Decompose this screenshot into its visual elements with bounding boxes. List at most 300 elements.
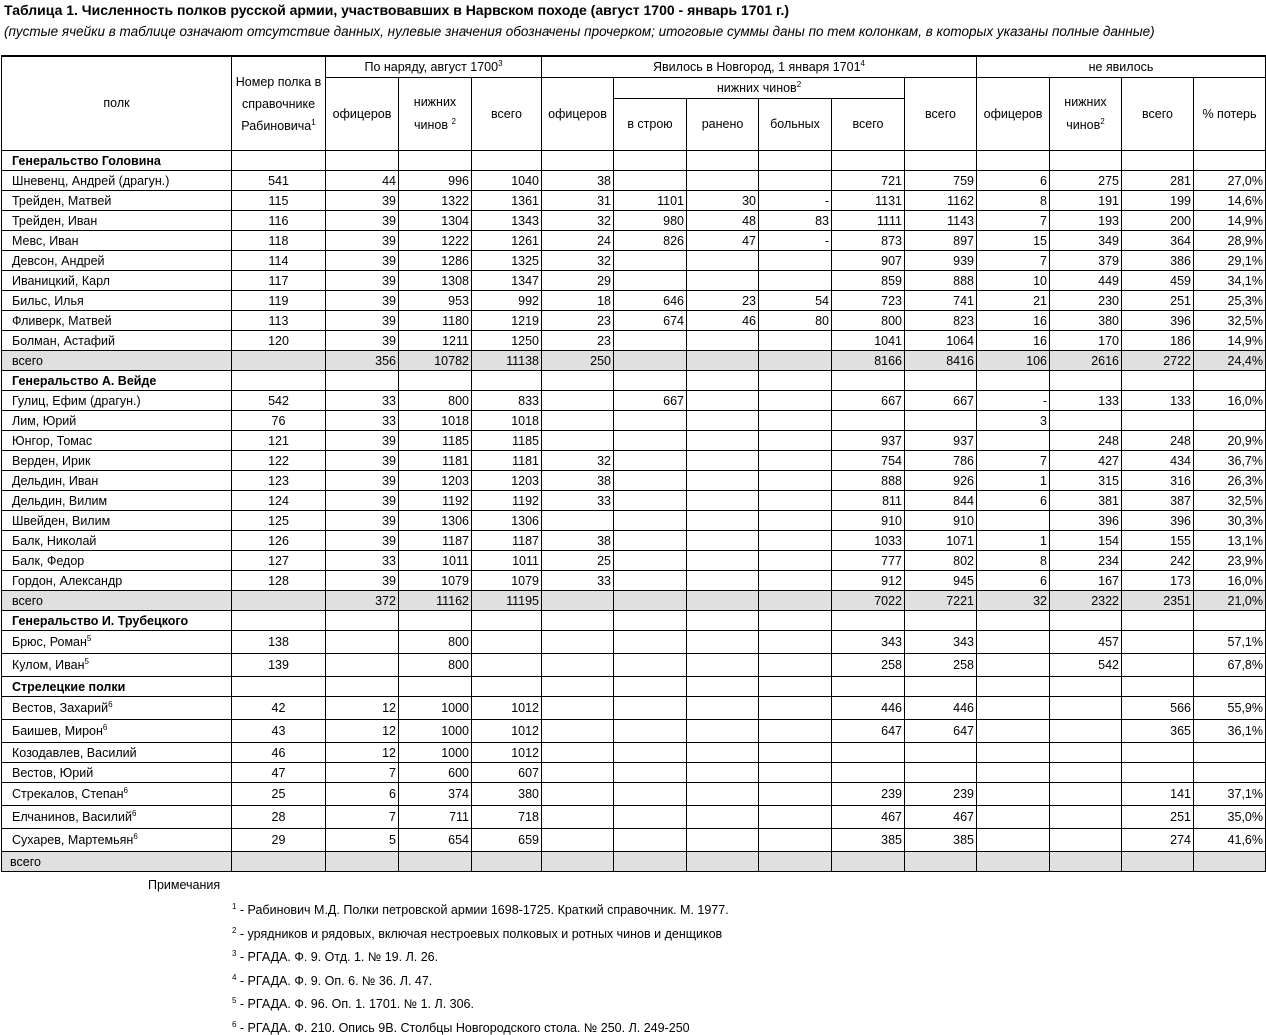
- table-cell: 39: [326, 531, 399, 551]
- regiment-name: Брюс, Роман: [12, 635, 87, 649]
- table-cell: [977, 431, 1050, 451]
- regiment-name-cell: [2, 720, 232, 743]
- table-cell: 239: [905, 783, 977, 806]
- table-row: [2, 697, 1266, 720]
- table-cell: [399, 151, 472, 171]
- table-cell: -: [759, 231, 832, 251]
- table-cell: [687, 591, 759, 611]
- table-cell: [542, 151, 614, 171]
- table-cell: [326, 151, 399, 171]
- table-cell: 46: [687, 311, 759, 331]
- table-cell: 1361: [472, 191, 542, 211]
- total-row: [2, 351, 1266, 371]
- table-cell: [1194, 852, 1266, 872]
- table-cell: [614, 783, 687, 806]
- table-cell: [759, 371, 832, 391]
- table-cell: 193: [1050, 211, 1122, 231]
- table-cell: [614, 511, 687, 531]
- table-cell: 14,9%: [1194, 211, 1266, 231]
- table-cell: 248: [1122, 431, 1194, 451]
- col-group-arrived-label: Явилось в Новгород, 1 января 1701: [653, 60, 861, 74]
- table-cell: 32: [542, 451, 614, 471]
- table-cell: 646: [614, 291, 687, 311]
- table-cell: [614, 271, 687, 291]
- table-cell: [687, 451, 759, 471]
- table-cell: [326, 677, 399, 697]
- table-cell: 23: [542, 331, 614, 351]
- table-cell: 754: [832, 451, 905, 471]
- table-cell: [759, 763, 832, 783]
- table-cell: 124: [232, 491, 326, 511]
- table-cell: 173: [1122, 571, 1194, 591]
- table-cell: 33: [326, 391, 399, 411]
- regiment-name-cell: [2, 511, 232, 531]
- table-cell: [1050, 743, 1122, 763]
- table-cell: 44: [326, 171, 399, 191]
- regiment-name: Козодавлев, Василий: [12, 745, 137, 760]
- table-cell: 21: [977, 291, 1050, 311]
- table-cell: [1194, 371, 1266, 391]
- table-cell: [1050, 720, 1122, 743]
- table-cell: 14,9%: [1194, 331, 1266, 351]
- table-cell: [687, 720, 759, 743]
- table-cell: [977, 631, 1050, 654]
- table-cell: 996: [399, 171, 472, 191]
- regiment-name: Болман, Астафий: [12, 333, 115, 348]
- regiment-name-cell: [2, 783, 232, 806]
- table-row: [2, 631, 1266, 654]
- table-cell: [614, 720, 687, 743]
- footnote-item: [232, 997, 474, 1011]
- table-cell: 170: [1050, 331, 1122, 351]
- table-cell: [542, 829, 614, 852]
- table-cell: [905, 677, 977, 697]
- group-row: [2, 151, 1266, 171]
- table-cell: [542, 371, 614, 391]
- table-cell: 1211: [399, 331, 472, 351]
- table-cell: 7221: [905, 591, 977, 611]
- regiment-name: Елчанинов, Василий: [12, 810, 132, 824]
- table-cell: [614, 251, 687, 271]
- table-cell: 32,5%: [1194, 491, 1266, 511]
- table-cell: [614, 371, 687, 391]
- col-in-ranks: в строю: [614, 99, 687, 151]
- table-cell: 36,7%: [1194, 451, 1266, 471]
- table-cell: [905, 611, 977, 631]
- regiment-name: Балк, Николай: [12, 533, 97, 548]
- table-cell: 32,5%: [1194, 311, 1266, 331]
- regiment-name: Стрелецкие полки: [12, 679, 126, 694]
- regiment-name-cell: [2, 431, 232, 451]
- table-cell: 386: [1122, 251, 1194, 271]
- table-cell: [472, 677, 542, 697]
- footnote-marker: 2: [451, 117, 456, 126]
- col-number-ref-label: Номер полка в справочнике Рабиновича: [235, 74, 322, 133]
- regiment-name: всего: [12, 593, 43, 608]
- table-cell: 1187: [399, 531, 472, 551]
- table-cell: 396: [1122, 511, 1194, 531]
- table-cell: 374: [399, 783, 472, 806]
- table-cell: 667: [905, 391, 977, 411]
- regiment-name: Иваницкий, Карл: [12, 273, 110, 288]
- table-cell: [542, 411, 614, 431]
- col-group-arrived: [542, 56, 977, 78]
- table-cell: 128: [232, 571, 326, 591]
- table-cell: 1: [977, 531, 1050, 551]
- table-cell: 2722: [1122, 351, 1194, 371]
- table-row: [2, 471, 1266, 491]
- table-cell: [472, 151, 542, 171]
- table-cell: [1050, 783, 1122, 806]
- table-cell: [687, 431, 759, 451]
- table-cell: [687, 763, 759, 783]
- table-row: [2, 251, 1266, 271]
- table-cell: 76: [232, 411, 326, 431]
- regiment-name: Лим, Юрий: [12, 413, 77, 428]
- table-cell: 167: [1050, 571, 1122, 591]
- table-cell: [977, 806, 1050, 829]
- table-cell: 1162: [905, 191, 977, 211]
- table-cell: 38: [542, 171, 614, 191]
- col-group-arrived-lower: [614, 78, 905, 99]
- table-cell: [232, 591, 326, 611]
- table-cell: 54: [759, 291, 832, 311]
- table-cell: [326, 654, 399, 677]
- table-cell: 1343: [472, 211, 542, 231]
- table-cell: [687, 271, 759, 291]
- table-cell: [759, 783, 832, 806]
- table-cell: 1181: [472, 451, 542, 471]
- table-cell: 32: [542, 211, 614, 231]
- col-regiment: полк: [2, 56, 232, 151]
- regiment-name: Девсон, Андрей: [12, 253, 105, 268]
- table-cell: [232, 371, 326, 391]
- footnote-text: - урядников и рядовых, включая нестроевых полковых и ротных чинов и денщиков: [236, 926, 723, 941]
- footnote-marker: 6: [108, 700, 113, 709]
- table-cell: 47: [232, 763, 326, 783]
- table-cell: 8166: [832, 351, 905, 371]
- table-cell: 29,1%: [1194, 251, 1266, 271]
- table-cell: 57,1%: [1194, 631, 1266, 654]
- table-cell: [977, 611, 1050, 631]
- table-cell: [905, 371, 977, 391]
- table-row: [2, 451, 1266, 471]
- table-cell: 1041: [832, 331, 905, 351]
- table-cell: 1203: [472, 471, 542, 491]
- table-cell: 723: [832, 291, 905, 311]
- table-cell: 83: [759, 211, 832, 231]
- table-cell: 32: [542, 251, 614, 271]
- table-cell: 33: [326, 551, 399, 571]
- table-cell: 47: [687, 231, 759, 251]
- table-cell: [542, 431, 614, 451]
- footnote-marker: 5: [84, 657, 89, 666]
- table-cell: [905, 151, 977, 171]
- table-row: [2, 531, 1266, 551]
- table-cell: [614, 491, 687, 511]
- table-cell: [472, 631, 542, 654]
- table-row: [2, 431, 1266, 451]
- table-cell: 8: [977, 551, 1050, 571]
- table-row: [2, 654, 1266, 677]
- table-cell: 25: [542, 551, 614, 571]
- table-cell: [614, 763, 687, 783]
- table-cell: [614, 331, 687, 351]
- footnote-marker: 3: [498, 59, 503, 68]
- table-cell: [977, 743, 1050, 763]
- table-cell: 542: [1050, 654, 1122, 677]
- table-cell: 123: [232, 471, 326, 491]
- table-cell: [542, 697, 614, 720]
- table-row: [2, 211, 1266, 231]
- footnote-item: [232, 974, 432, 988]
- table-cell: 1: [977, 471, 1050, 491]
- table-cell: [472, 371, 542, 391]
- table-cell: [614, 611, 687, 631]
- table-cell: 1143: [905, 211, 977, 231]
- table-cell: [542, 631, 614, 654]
- table-cell: 39: [326, 451, 399, 471]
- table-cell: [759, 431, 832, 451]
- table-cell: 1011: [399, 551, 472, 571]
- table-cell: 199: [1122, 191, 1194, 211]
- table-cell: 200: [1122, 211, 1194, 231]
- table-cell: 251: [1122, 291, 1194, 311]
- table-subtitle: (пустые ячейки в таблице означают отсутствие данных, нулевые значения обозначены прочерком; итоговые суммы даны по тем колонкам, в которых указаны полные данные): [4, 24, 1155, 39]
- table-cell: 258: [905, 654, 977, 677]
- table-cell: 120: [232, 331, 326, 351]
- table-cell: [614, 631, 687, 654]
- table-cell: [614, 677, 687, 697]
- regiment-name: Дельдин, Вилим: [12, 493, 108, 508]
- table-cell: [759, 551, 832, 571]
- table-cell: [1050, 852, 1122, 872]
- table-cell: 1347: [472, 271, 542, 291]
- regiment-name-cell: [2, 631, 232, 654]
- table-cell: [687, 852, 759, 872]
- table-cell: 541: [232, 171, 326, 191]
- footnote-marker: 6: [131, 809, 137, 818]
- table-cell: 467: [905, 806, 977, 829]
- table-cell: 800: [399, 391, 472, 411]
- table-cell: 32: [977, 591, 1050, 611]
- footnote-marker: 4: [860, 59, 865, 68]
- table-cell: 27,0%: [1194, 171, 1266, 191]
- table-cell: 23: [542, 311, 614, 331]
- table-cell: [1122, 654, 1194, 677]
- table-cell: 11195: [472, 591, 542, 611]
- table-cell: [614, 743, 687, 763]
- table-cell: 16: [977, 331, 1050, 351]
- table-cell: 434: [1122, 451, 1194, 471]
- table-cell: [687, 571, 759, 591]
- table-cell: [759, 677, 832, 697]
- table-cell: [542, 511, 614, 531]
- table-cell: 667: [832, 391, 905, 411]
- total-row: [2, 852, 1266, 872]
- table-cell: 1012: [472, 743, 542, 763]
- table-cell: 1079: [399, 571, 472, 591]
- table-cell: 811: [832, 491, 905, 511]
- table-cell: [759, 271, 832, 291]
- regiment-name: Трейден, Матвей: [12, 193, 112, 208]
- table-cell: 3: [977, 411, 1050, 431]
- table-cell: [614, 171, 687, 191]
- table-body: [2, 151, 1266, 872]
- table-cell: 364: [1122, 231, 1194, 251]
- table-cell: [687, 631, 759, 654]
- table-cell: -: [759, 191, 832, 211]
- table-cell: [832, 151, 905, 171]
- table-cell: 36,1%: [1194, 720, 1266, 743]
- table-cell: [759, 743, 832, 763]
- table-cell: [687, 391, 759, 411]
- table-row: [2, 411, 1266, 431]
- regiment-name-cell: [2, 829, 232, 852]
- col-absent-officers: офицеров: [977, 78, 1050, 151]
- table-cell: [832, 743, 905, 763]
- regiment-name-cell: [2, 351, 232, 371]
- table-cell: 659: [472, 829, 542, 852]
- footnote-text: - Рабинович М.Д. Полки петровской армии 1698-1725. Краткий справочник. М. 1977.: [236, 903, 729, 917]
- table-cell: 937: [905, 431, 977, 451]
- table-cell: [326, 852, 399, 872]
- table-cell: [977, 677, 1050, 697]
- table-cell: 1308: [399, 271, 472, 291]
- table-cell: 10782: [399, 351, 472, 371]
- regiment-name-cell: [2, 191, 232, 211]
- table-cell: 1071: [905, 531, 977, 551]
- table-cell: 117: [232, 271, 326, 291]
- col-order-lower: [399, 78, 472, 151]
- regiment-name-cell: [2, 451, 232, 471]
- table-cell: [399, 677, 472, 697]
- table-row: [2, 806, 1266, 829]
- table-cell: 127: [232, 551, 326, 571]
- table-cell: [832, 611, 905, 631]
- footnote-item: [232, 927, 722, 941]
- table-row: [2, 231, 1266, 251]
- regiment-name-cell: [2, 151, 232, 171]
- table-cell: -: [977, 391, 1050, 411]
- table-cell: 10: [977, 271, 1050, 291]
- table-cell: 1219: [472, 311, 542, 331]
- col-group-order-label: По наряду, август 1700: [364, 60, 499, 74]
- table-row: [2, 191, 1266, 211]
- table-cell: [905, 411, 977, 431]
- table-cell: [759, 451, 832, 471]
- table-cell: 372: [326, 591, 399, 611]
- table-cell: [542, 852, 614, 872]
- regiment-name-cell: [2, 411, 232, 431]
- table-cell: 154: [1050, 531, 1122, 551]
- regiment-name: Шневенц, Андрей (драгун.): [12, 173, 170, 188]
- footnote-marker: 1: [311, 117, 316, 127]
- table-cell: [687, 491, 759, 511]
- footnote-number: 2: [232, 925, 237, 935]
- table-cell: 28,9%: [1194, 231, 1266, 251]
- table-cell: [687, 151, 759, 171]
- table-cell: 186: [1122, 331, 1194, 351]
- table-cell: 7: [977, 211, 1050, 231]
- table-cell: [232, 852, 326, 872]
- table-cell: [687, 743, 759, 763]
- table-row: [2, 331, 1266, 351]
- footnote-number: 3: [232, 949, 237, 958]
- regiment-name-cell: [2, 291, 232, 311]
- table-cell: [1050, 677, 1122, 697]
- col-order-lower-label: нижних чинов: [413, 95, 457, 132]
- table-cell: 11138: [472, 351, 542, 371]
- regiment-name-cell: [2, 591, 232, 611]
- table-cell: [687, 806, 759, 829]
- table-cell: 39: [326, 491, 399, 511]
- table-row: [2, 763, 1266, 783]
- footnote-number: 6: [232, 1019, 237, 1029]
- table-cell: [1050, 806, 1122, 829]
- table-row: [2, 311, 1266, 331]
- table-cell: 7: [326, 806, 399, 829]
- total-row: [2, 591, 1266, 611]
- regiment-name: Сухарев, Мартемьян: [12, 833, 134, 847]
- table-cell: [614, 852, 687, 872]
- table-cell: [1050, 829, 1122, 852]
- table-cell: [1122, 631, 1194, 654]
- table-cell: 251: [1122, 806, 1194, 829]
- col-order-total: всего: [472, 78, 542, 151]
- table-cell: 24: [542, 231, 614, 251]
- table-cell: 234: [1050, 551, 1122, 571]
- table-cell: 38: [542, 471, 614, 491]
- footnote-marker: 6: [102, 723, 108, 732]
- regiment-name-cell: [2, 763, 232, 783]
- table-cell: 912: [832, 571, 905, 591]
- table-cell: [542, 806, 614, 829]
- table-cell: 654: [399, 829, 472, 852]
- table-cell: [1194, 743, 1266, 763]
- table-cell: [542, 743, 614, 763]
- table-cell: [1050, 371, 1122, 391]
- regiment-name-cell: [2, 571, 232, 591]
- table-cell: 39: [326, 231, 399, 251]
- table-cell: [687, 471, 759, 491]
- table-cell: 907: [832, 251, 905, 271]
- regiment-name-cell: [2, 806, 232, 829]
- table-cell: 647: [905, 720, 977, 743]
- table-cell: 30: [687, 191, 759, 211]
- table-cell: [687, 351, 759, 371]
- table-cell: 980: [614, 211, 687, 231]
- table-cell: 39: [326, 571, 399, 591]
- col-absent-total: всего: [1122, 78, 1194, 151]
- table-cell: 1012: [472, 697, 542, 720]
- table-cell: 12: [326, 720, 399, 743]
- table-cell: 1012: [472, 720, 542, 743]
- table-cell: [759, 331, 832, 351]
- table-cell: 41,6%: [1194, 829, 1266, 852]
- table-cell: [614, 571, 687, 591]
- table-cell: 31: [542, 191, 614, 211]
- table-cell: [542, 591, 614, 611]
- table-cell: [759, 391, 832, 411]
- table-cell: 379: [1050, 251, 1122, 271]
- group-row: [2, 677, 1266, 697]
- table-row: [2, 271, 1266, 291]
- footnotes-heading: Примечания: [148, 878, 221, 892]
- table-cell: [1194, 151, 1266, 171]
- regiment-name: Бильс, Илья: [12, 293, 84, 308]
- table-cell: 910: [905, 511, 977, 531]
